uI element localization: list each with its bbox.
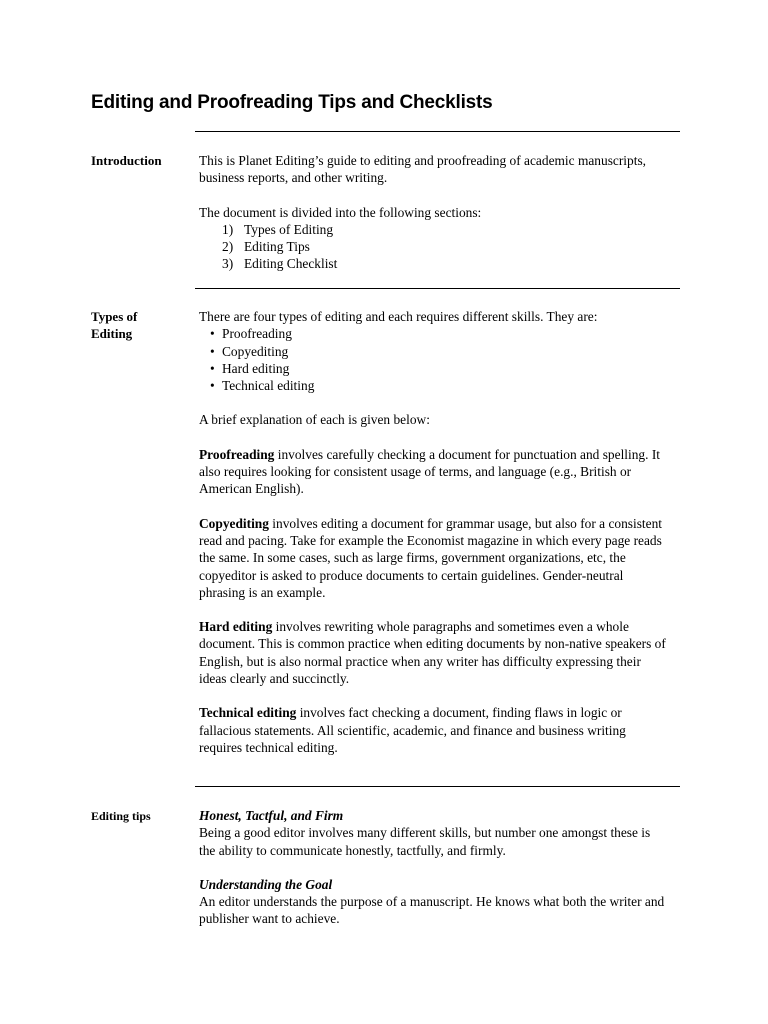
types-intro: There are four types of editing and each requires different skills. They are: bbox=[199, 309, 598, 324]
introduction-paragraph: This is Planet Editing’s guide to editing and proofreading of academic manuscripts, business reports, and other writing. bbox=[199, 153, 646, 186]
sections-intro: The document is divided into the following sections: bbox=[199, 204, 482, 220]
introduction-label: Introduction bbox=[91, 153, 162, 168]
divider bbox=[195, 288, 680, 289]
page-title: Editing and Proofreading Tips and Checklists bbox=[91, 92, 493, 113]
introduction-section bbox=[199, 152, 669, 273]
list-item: 2) Editing Tips bbox=[222, 239, 310, 255]
proofreading-paragraph: Proofreading involves carefully checking a document for punctuation and spelling. It also requires looking for consistent usage of terms, and language (e.g., British or American English). bbox=[199, 446, 660, 497]
types-label: Types of Editing bbox=[91, 309, 138, 341]
list-item: • Proofreading bbox=[210, 326, 292, 342]
list-item: • Copyediting bbox=[210, 343, 289, 359]
types-list bbox=[199, 325, 669, 394]
goal-paragraph: An editor understands the purpose of a manuscript. He knows what both the writer and publisher want to achieve. bbox=[199, 894, 665, 927]
divider bbox=[195, 786, 680, 787]
honest-paragraph: Being a good editor involves many different skills, but number one amongst these is the ability to communicate honestly, tactfully, and firmly. bbox=[199, 825, 651, 858]
list-item: • Hard editing bbox=[210, 360, 290, 376]
hard-editing-paragraph: Hard editing involves rewriting whole paragraphs and sometimes even a whole document. This is common practice when editing documents by non-native speakers of English, but is also normal practice when any writer has difficulty expressing their ideas clearly and succinctly. bbox=[199, 619, 666, 687]
list-item: 3) Editing Checklist bbox=[222, 256, 338, 272]
types-section bbox=[199, 308, 669, 756]
goal-heading: Understanding the Goal bbox=[199, 876, 333, 892]
tips-section bbox=[199, 807, 669, 928]
divider bbox=[195, 131, 680, 132]
honest-heading: Honest, Tactful, and Firm bbox=[199, 808, 344, 823]
sections-list bbox=[199, 221, 669, 273]
technical-editing-paragraph: Technical editing involves fact checking a document, finding flaws in logic or fallacious statements. All scientific, academic, and finance and business writing requires technical editing. bbox=[199, 705, 626, 755]
list-item: • Technical editing bbox=[210, 378, 315, 394]
brief-text: A brief explanation of each is given below: bbox=[199, 412, 430, 428]
list-item: 1) Types of Editing bbox=[222, 221, 334, 237]
copyediting-paragraph: Copyediting involves editing a document for grammar usage, but also for a consistent read and pacing. Take for example the Economist magazine in which every page reads the same. In some cases, such as large firms, government organizations, etc, the copyeditor is asked to produce documents to certain guidelines. Gender-neutral phrasing is an example. bbox=[199, 515, 663, 600]
tips-label: Editing tips bbox=[91, 809, 151, 823]
